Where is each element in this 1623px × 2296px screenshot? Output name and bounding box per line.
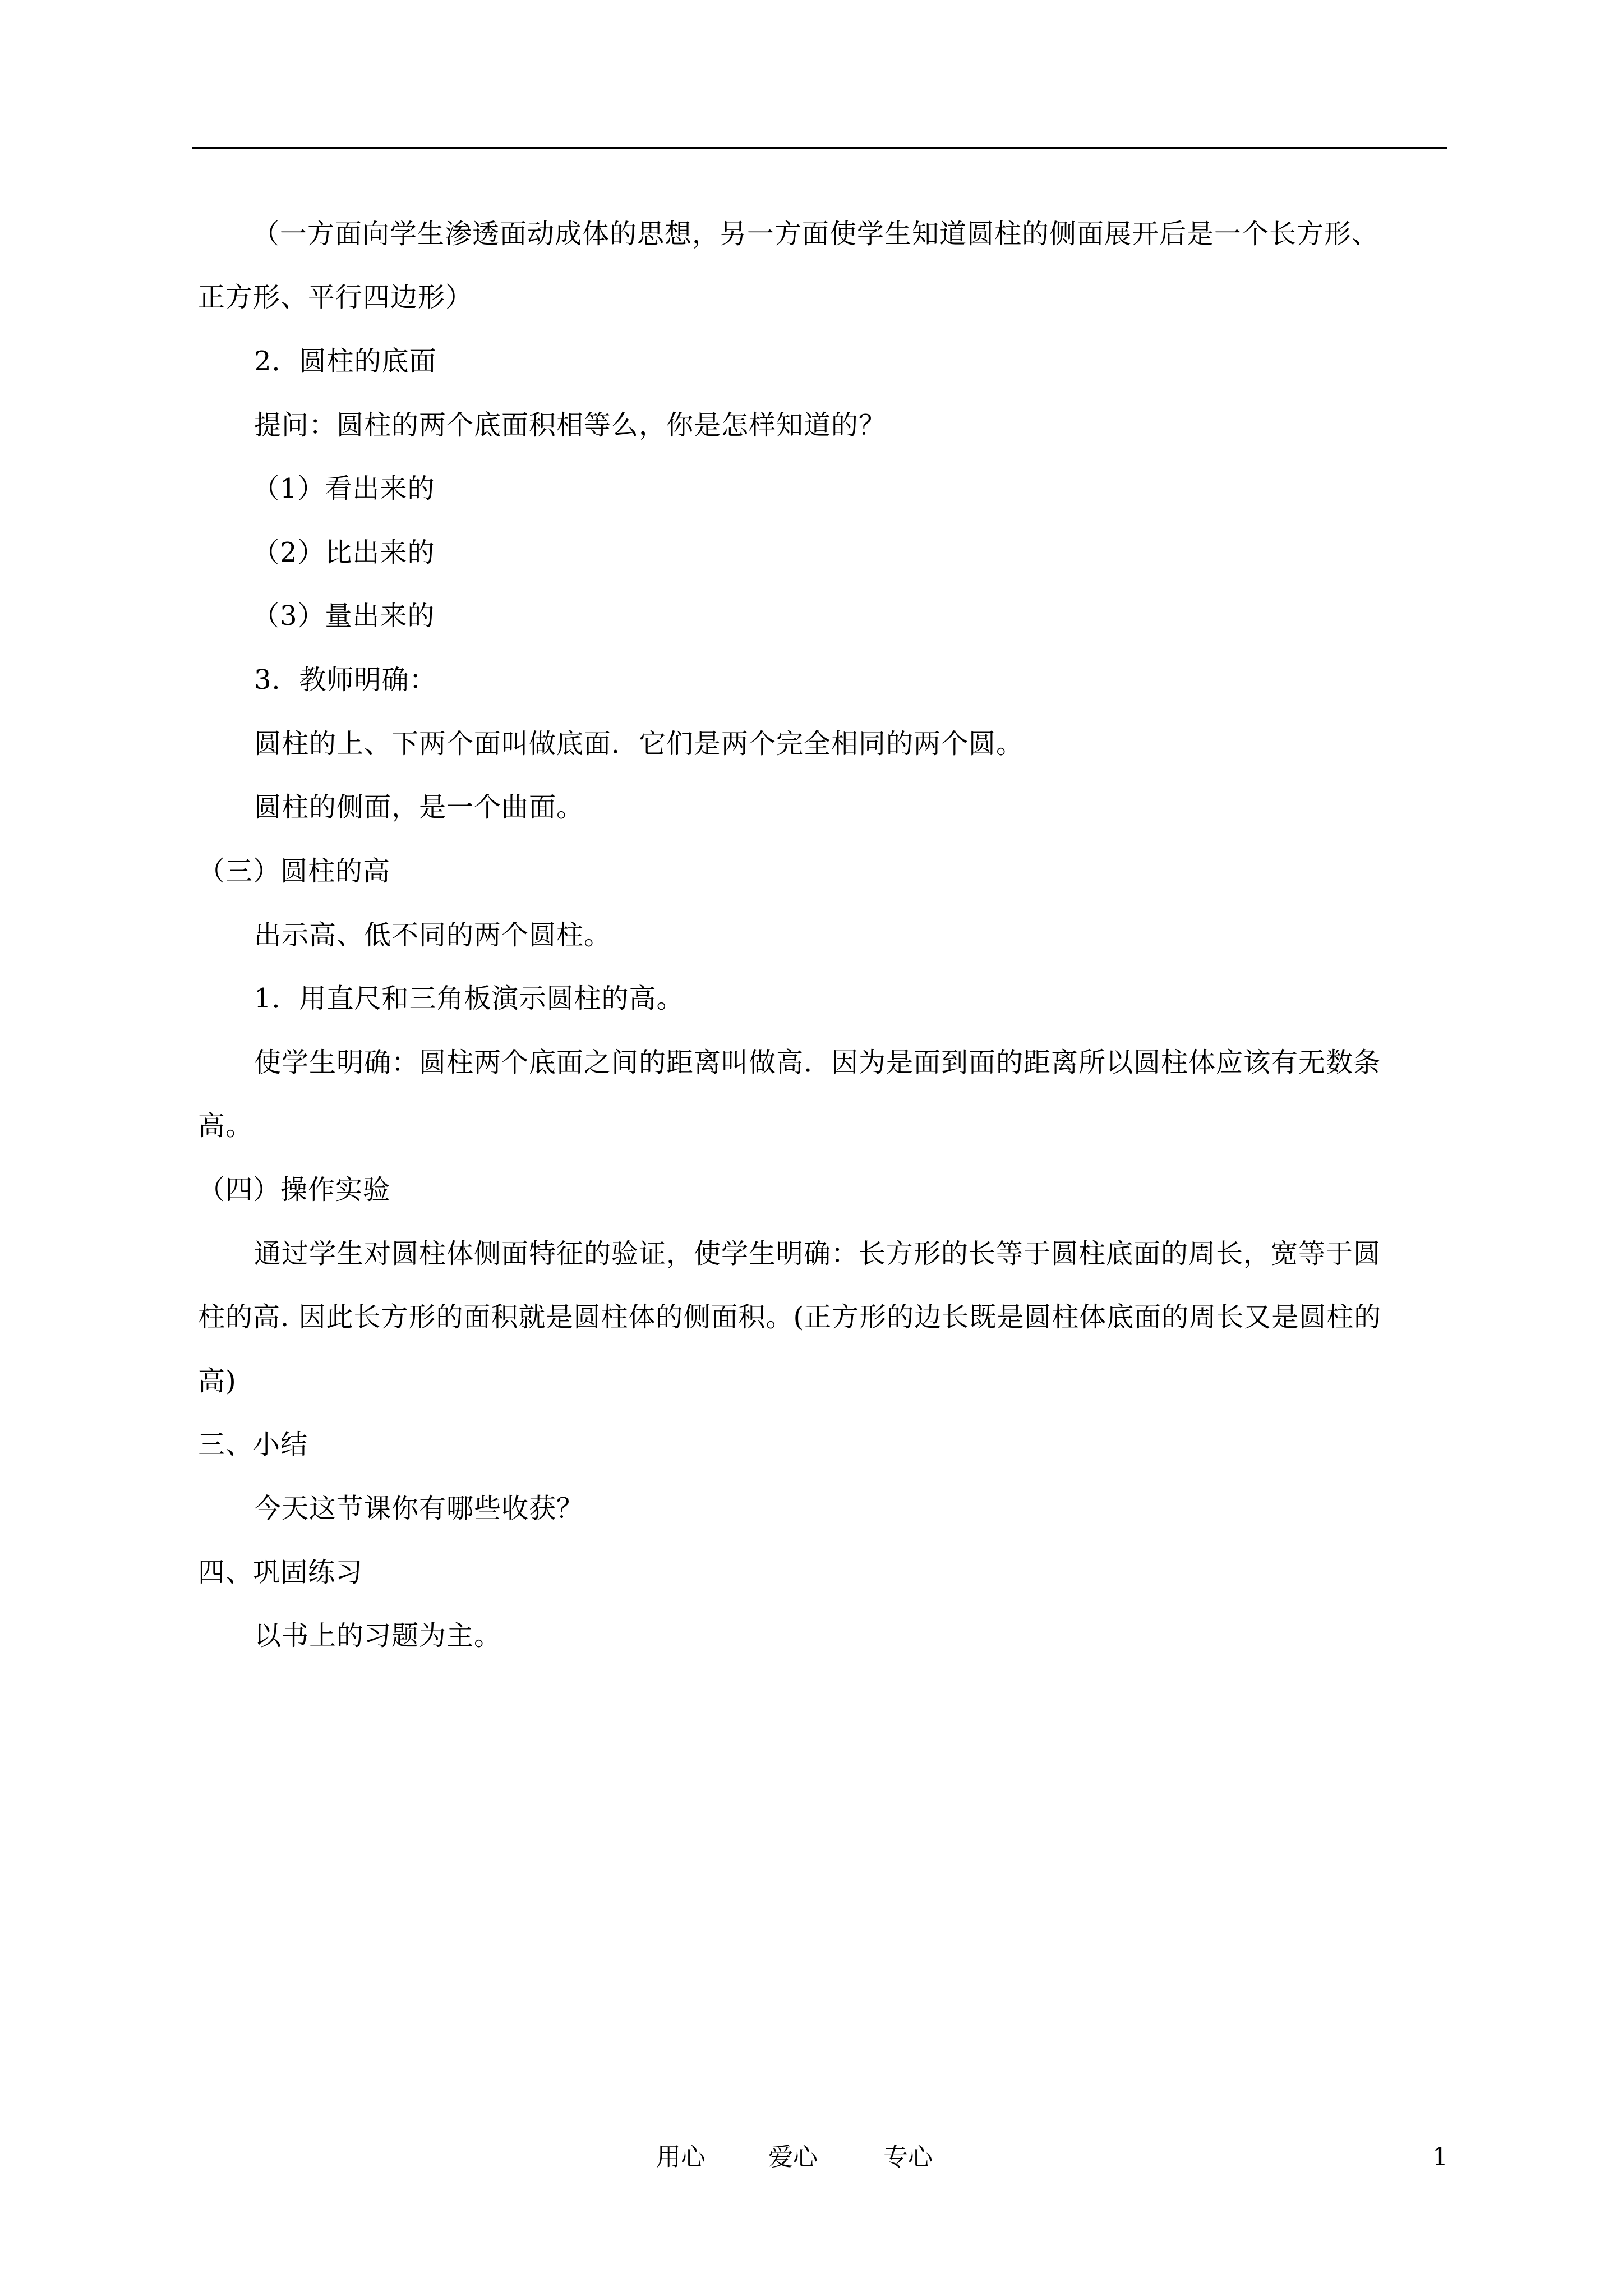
section-heading: 2．圆柱的底面 <box>254 346 437 377</box>
paragraph-line: 高。 <box>198 1110 253 1142</box>
paragraph-line: （一方面向学生渗透面动成体的思想，另一方面使学生知道圆柱的侧面展开后是一个长方形、 <box>252 218 1380 250</box>
header-rule <box>192 147 1447 149</box>
paragraph-line: 提问：圆柱的两个底面积相等么，你是怎样知道的？ <box>254 409 887 441</box>
paragraph-line: 高) <box>198 1365 237 1397</box>
section-heading: （三）圆柱的高 <box>198 855 391 887</box>
list-item: （3）量出来的 <box>252 600 435 632</box>
section-heading: 四、巩固练习 <box>198 1557 363 1588</box>
list-item: （2）比出来的 <box>252 537 435 568</box>
footer-motto-2: 爱心 <box>768 2143 818 2171</box>
paragraph-line: 今天这节课你有哪些收获？ <box>254 1493 584 1524</box>
paragraph-line: 圆柱的上、下两个面叫做底面．它们是两个完全相同的两个圆。 <box>254 728 1024 760</box>
paragraph-line: 1．用直尺和三角板演示圆柱的高。 <box>254 983 684 1014</box>
section-heading: （四）操作实验 <box>198 1174 391 1205</box>
paragraph-line: 圆柱的侧面，是一个曲面。 <box>254 792 584 823</box>
section-heading: 3．教师明确： <box>254 664 437 696</box>
paragraph-line: 柱的高. 因此长方形的面积就是圆柱体的侧面积。(正方形的边长既是圆柱体底面的周长又是圆柱的 <box>198 1301 1382 1333</box>
page-number: 1 <box>1432 2143 1448 2171</box>
paragraph-line: 正方形、平行四边形） <box>198 282 473 313</box>
paragraph-line: 使学生明确：圆柱两个底面之间的距离叫做高．因为是面到面的距离所以圆柱体应该有无数条 <box>254 1047 1381 1078</box>
footer-motto-3: 专心 <box>883 2143 933 2171</box>
list-item: （1）看出来的 <box>252 473 435 504</box>
section-heading: 三、小结 <box>198 1429 308 1460</box>
paragraph-line: 出示高、低不同的两个圆柱。 <box>254 919 612 951</box>
paragraph-line: 以书上的习题为主。 <box>254 1620 502 1651</box>
footer-motto-1: 用心 <box>656 2143 706 2171</box>
paragraph-line: 通过学生对圆柱体侧面特征的验证，使学生明确：长方形的长等于圆柱底面的周长，宽等于圆 <box>254 1238 1381 1269</box>
